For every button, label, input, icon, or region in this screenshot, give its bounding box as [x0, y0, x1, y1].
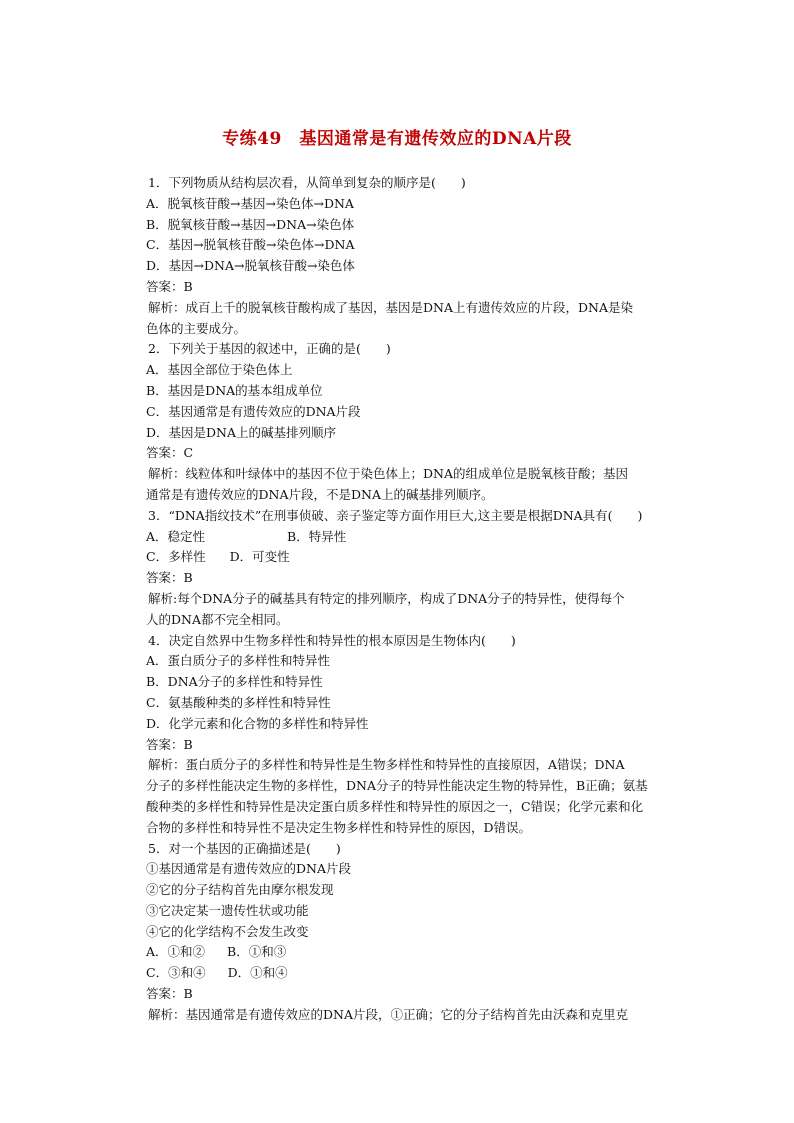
- q4-answer: 答案：B: [146, 736, 193, 752]
- page-title: 专练49 基因通常是有遗传效应的DNA片段: [222, 129, 572, 149]
- q2-stem: 2．下列关于基因的叙述中，正确的是( ): [148, 341, 391, 357]
- q5-option-a: A．①和②: [146, 944, 206, 960]
- q4-explain-line-4: 合物的多样性和特异性不是决定生物多样性和特异性的原因，D错误。: [146, 819, 532, 835]
- q1-option-a: A．脱氧核苷酸→基因→染色体→DNA: [146, 195, 354, 211]
- q4-explain-line-1: 解析：蛋白质分子的多样性和特异性是生物多样性和特异性的直接原因，A错误；DNA: [148, 757, 625, 773]
- q4-explain-line-2: 分子的多样性能决定生物的多样性，DNA分子的特异性能决定生物的特异性，B正确；氨基: [146, 778, 648, 794]
- q1-option-d: D．基因→DNA→脱氧核苷酸→染色体: [146, 258, 355, 274]
- q3-options-row-2: [146, 547, 686, 568]
- q1-option-b: B．脱氧核苷酸→基因→DNA→染色体: [146, 216, 355, 232]
- q5-item-4: ④它的化学结构不会发生改变: [146, 923, 309, 939]
- q2-explain-line-2: 通常是有遗传效应的DNA片段，不是DNA上的碱基排列顺序。: [146, 486, 494, 502]
- q5-item-3: ③它决定某一遗传性状或功能: [146, 902, 309, 918]
- q1-explain-line-1: 解析：成百上千的脱氧核苷酸构成了基因，基因是DNA上有遗传效应的片段，DNA是染: [148, 299, 633, 315]
- q3-answer: 答案：B: [146, 570, 193, 586]
- q4-option-d: D．化学元素和化合物的多样性和特异性: [146, 715, 369, 731]
- q2-option-a: A．基因全部位于染色体上: [146, 362, 293, 378]
- q4-explain-line-3: 酸种类的多样性和特异性是决定蛋白质多样性和特异性的原因之一，C错误；化学元素和化: [146, 798, 644, 814]
- q4-option-a: A．蛋白质分子的多样性和特异性: [146, 653, 331, 669]
- q5-answer: 答案：B: [146, 986, 193, 1002]
- q1-option-c: C．基因→脱氧核苷酸→染色体→DNA: [146, 237, 355, 253]
- q3-options-row-1: [146, 527, 686, 548]
- q5-option-c: C．③和④: [146, 965, 206, 981]
- q5-item-1: ①基因通常是有遗传效应的DNA片段: [146, 861, 351, 877]
- q5-options-row-2: [146, 963, 686, 984]
- q4-stem: 4．决定自然界中生物多样性和特异性的根本原因是生物体内( ): [148, 632, 516, 648]
- q5-explain-line-1: 解析：基因通常是有遗传效应的DNA片段，①正确；它的分子结构首先由沃森和克里克: [148, 1006, 628, 1022]
- q1-answer: 答案：B: [146, 278, 193, 294]
- q3-explain-line-2: 人的DNA都不完全相同。: [146, 611, 289, 627]
- q1-stem: 1．下列物质从结构层次看，从简单到复杂的顺序是( ): [148, 175, 466, 190]
- q2-explain-line-1: 解析：线粒体和叶绿体中的基因不位于染色体上；DNA的组成单位是脱氧核苷酸；基因: [148, 466, 628, 482]
- q2-option-d: D．基因是DNA上的碱基排列顺序: [146, 424, 337, 440]
- q3-option-d: D．可变性: [229, 549, 290, 565]
- q3-option-c: C．多样性: [146, 549, 206, 565]
- q4-option-c: C．氨基酸种类的多样性和特异性: [146, 694, 331, 710]
- q2-option-c: C．基因通常是有遗传效应的DNA片段: [146, 403, 361, 419]
- q2-option-b: B．基因是DNA的基本组成单位: [146, 382, 323, 398]
- q5-stem: 5．对一个基因的正确描述是( ): [148, 840, 341, 856]
- q4-option-b: B．DNA分子的多样性和特异性: [146, 674, 323, 690]
- q2-answer: 答案：C: [146, 445, 194, 461]
- q1-explain-line-2: 色体的主要成分。: [146, 320, 247, 336]
- q3-explain-line-1: 解析:每个DNA分子的碱基具有特定的排列顺序，构成了DNA分子的特异性，使得每个: [148, 590, 625, 606]
- q5-option-b: B．①和③: [227, 944, 287, 960]
- q3-option-b: B．特异性: [287, 528, 347, 544]
- q5-option-d: D．①和④: [227, 965, 288, 981]
- q5-options-row-1: [146, 942, 686, 963]
- q5-item-2: ②它的分子结构首先由摩尔根发现: [146, 882, 334, 898]
- q3-stem: 3．“DNA指纹技术”在刑事侦破、亲子鉴定等方面作用巨大,这主要是根据DNA具有( ): [148, 507, 643, 523]
- document-body: [146, 173, 686, 1026]
- q3-option-a: A．稳定性: [146, 528, 206, 544]
